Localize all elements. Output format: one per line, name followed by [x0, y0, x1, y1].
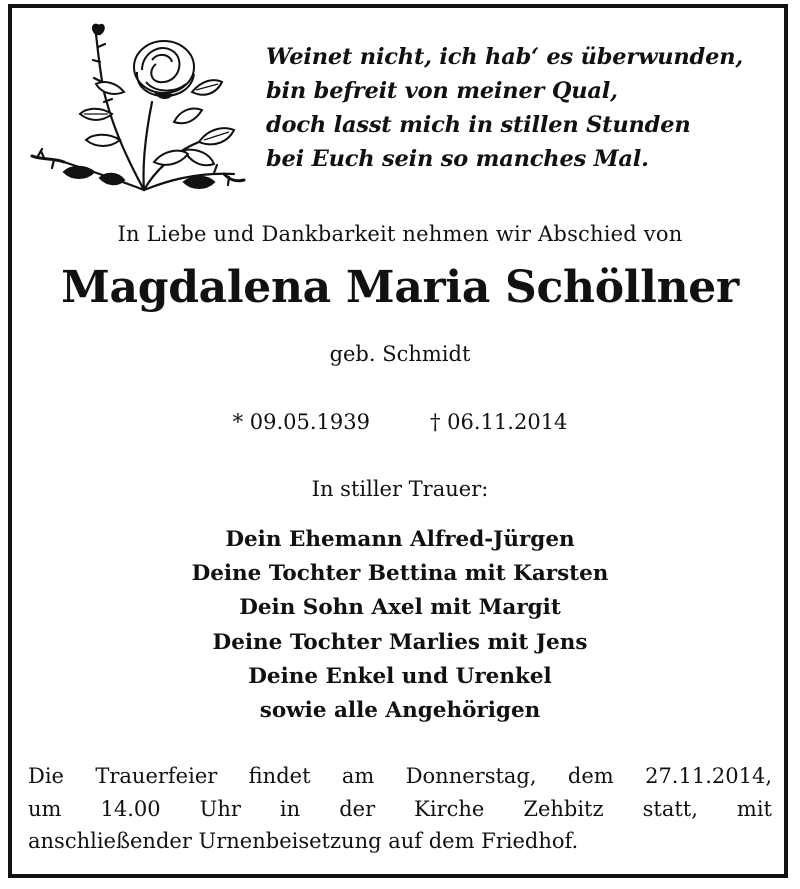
mourner-line: Deine Tochter Marlies mit Jens	[212, 629, 588, 655]
mourner-line: Dein Sohn Axel mit Margit	[239, 595, 561, 621]
mourner-line: sowie alle Angehörigen	[259, 698, 541, 724]
poem-line: doch lasst mich in stillen Stunden	[266, 112, 691, 138]
funeral-line: Die Trauerfeier findet am Donnerstag, dem 27.11.2014,	[28, 764, 772, 788]
poem-line: bei Euch sein so manches Mal.	[266, 146, 649, 172]
rose-icon	[24, 22, 252, 197]
mourner-line: Deine Tochter Bettina mit Karsten	[191, 561, 609, 587]
birth-date: * 09.05.1939	[232, 410, 370, 434]
mourning-heading: In stiller Trauer:	[311, 477, 489, 501]
poem	[266, 40, 786, 176]
poem-line: bin befreit von meiner Qual,	[266, 78, 618, 104]
mourner-line: Deine Enkel und Urenkel	[248, 663, 552, 689]
poem-line: Weinet nicht, ich hab‘ es überwunden,	[266, 44, 743, 70]
intro-text: In Liebe und Dankbarkeit nehmen wir Abschied von	[117, 222, 683, 246]
death-date: † 06.11.2014	[430, 410, 568, 434]
life-dates	[0, 410, 800, 434]
birth-name: geb. Schmidt	[329, 342, 471, 366]
funeral-notice	[28, 760, 772, 858]
funeral-line: anschließender Urnenbeisetzung auf dem Friedhof.	[28, 829, 579, 853]
mourner-line: Dein Ehemann Alfred-Jürgen	[225, 527, 575, 552]
deceased-name: Magdalena Maria Schöllner	[61, 262, 739, 313]
mourners-list	[0, 523, 800, 728]
funeral-line: um 14.00 Uhr in der Kirche Zehbitz statt, mit	[28, 796, 772, 821]
